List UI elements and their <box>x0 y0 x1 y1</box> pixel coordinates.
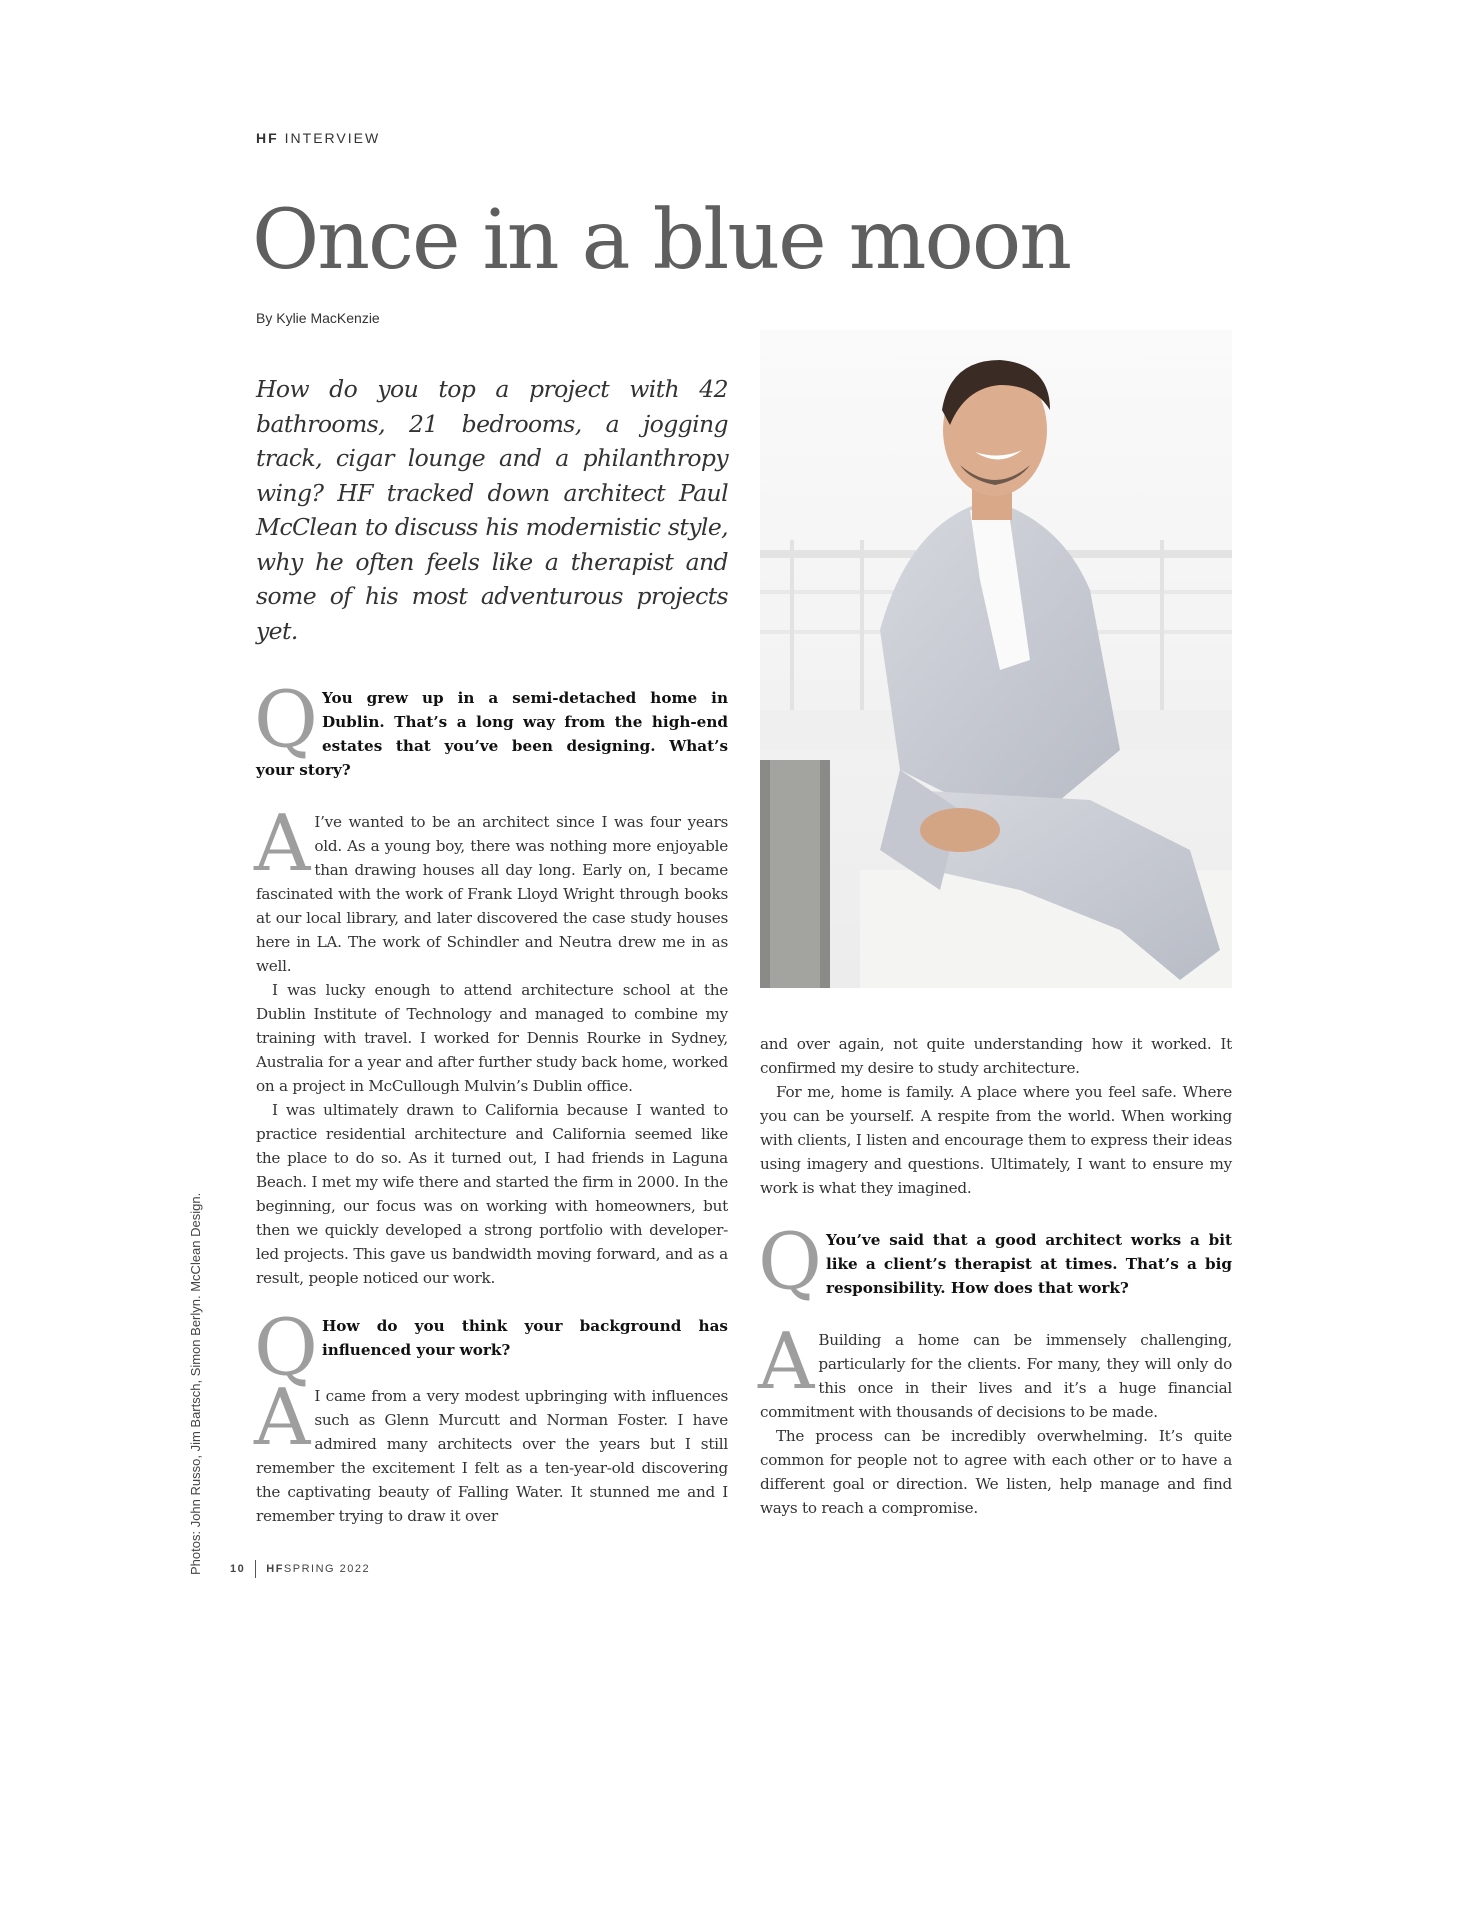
dropcap-q: Q <box>254 675 318 765</box>
article-title: Once in a blue moon <box>252 193 1071 288</box>
byline: By Kylie MacKenzie <box>256 310 380 326</box>
folio-issue: SPRING 2022 <box>283 1563 371 1575</box>
answer-continuation: and over again, not quite understanding how it worked. It confirmed my desire to study architecture. <box>760 1035 1232 1077</box>
folio-divider <box>255 1560 256 1578</box>
dropcap-a: A <box>758 1317 815 1407</box>
answer-paragraph: The process can be incredibly overwhelming. It’s quite common for people not to agree with each other or to have a different goal or direction. We listen, help manage and find ways to reach a compromise. <box>760 1427 1232 1517</box>
dropcap-a: A <box>254 1373 311 1463</box>
answer-paragraph: Building a home can be immensely challenging, particularly for the clients. For many, they will only do this once in their lives and it’s a huge financial commitment with thousands of decisions to be made. <box>760 1331 1232 1421</box>
dropcap-q: Q <box>254 1303 318 1393</box>
dropcap-q: Q <box>758 1217 822 1307</box>
portrait-illustration <box>760 330 1232 988</box>
answer-paragraph: I’ve wanted to be an architect since I was four years old. As a young boy, there was nothing more enjoyable than drawing houses all day long. Early on, I became fascinated with the work of Frank Lloyd Wright through books at our local library, and later discovered the case study houses here in LA. The work of Schindler and Neutra drew me in as well. <box>256 813 728 975</box>
answer-block-2 <box>254 1373 728 1528</box>
right-column <box>760 1032 1232 1520</box>
answer-block-3 <box>758 1317 1232 1520</box>
answer-paragraph: For me, home is family. A place where you feel safe. Where you can be yourself. A respite from the world. When working with clients, I listen and encourage them to express their ideas using imagery and questions. Ultimately, I want to ensure my work is what they imagined. <box>760 1083 1232 1197</box>
question-block-1 <box>254 675 728 782</box>
kicker-brand: HF <box>256 130 279 146</box>
answer-block-1 <box>254 799 728 1290</box>
section-kicker <box>256 130 380 146</box>
question-text: How do you think your background has influenced your work? <box>321 1317 728 1359</box>
question-block-2 <box>254 1303 728 1393</box>
left-column <box>256 372 728 1528</box>
standfirst: How do you top a project with 42 bathrooms, 21 bedrooms, a jogging track, cigar lounge and a philanthropy wing? HF tracked down architect Paul McClean to discuss his modernistic style, why he often feels like a therapist and some of his most adventurous projects yet. <box>256 375 728 645</box>
photo-credit: Photos: John Russo, Jim Bartsch, Simon Berlyn. McClean Design. <box>188 1192 203 1575</box>
question-block-3 <box>758 1217 1232 1307</box>
answer-paragraph: I came from a very modest upbringing with influences such as Glenn Murcutt and Norman Foster. I have admired many architects over the years but I still remember the excitement I felt as a ten-year-old discovering the captivating beauty of Falling Water. It stunned me and I remember trying to draw it over <box>256 1387 728 1525</box>
page-number: 10 <box>230 1563 246 1575</box>
question-text: You grew up in a semi-detached home in Dublin. That’s a long way from the high-end estates that you’ve been designing. What’s your story? <box>256 689 728 779</box>
question-text: You’ve said that a good architect works a bit like a client’s therapist at times. That’s a big responsibility. How does that work? <box>825 1231 1232 1297</box>
portrait-photo <box>760 330 1232 988</box>
page-folio <box>230 1560 370 1578</box>
kicker-label: INTERVIEW <box>284 130 381 146</box>
folio-magazine: HF <box>266 1563 284 1575</box>
dropcap-a: A <box>254 799 311 889</box>
answer-paragraph: I was ultimately drawn to California because I wanted to practice residential architecture and California seemed like the place to do so. As it turned out, I had friends in Laguna Beach. I met my wife there and started the firm in 2000. In the beginning, our focus was on working with homeowners, but then we quickly developed a strong portfolio with developer-led projects. This gave us bandwidth moving forward, and as a result, people noticed our work. <box>256 1101 728 1287</box>
answer-paragraph: I was lucky enough to attend architecture school at the Dublin Institute of Technology and managed to combine my training with travel. I worked for Dennis Rourke in Sydney, Australia for a year and after further study back home, worked on a project in McCullough Mulvin’s Dublin office. <box>256 981 728 1095</box>
